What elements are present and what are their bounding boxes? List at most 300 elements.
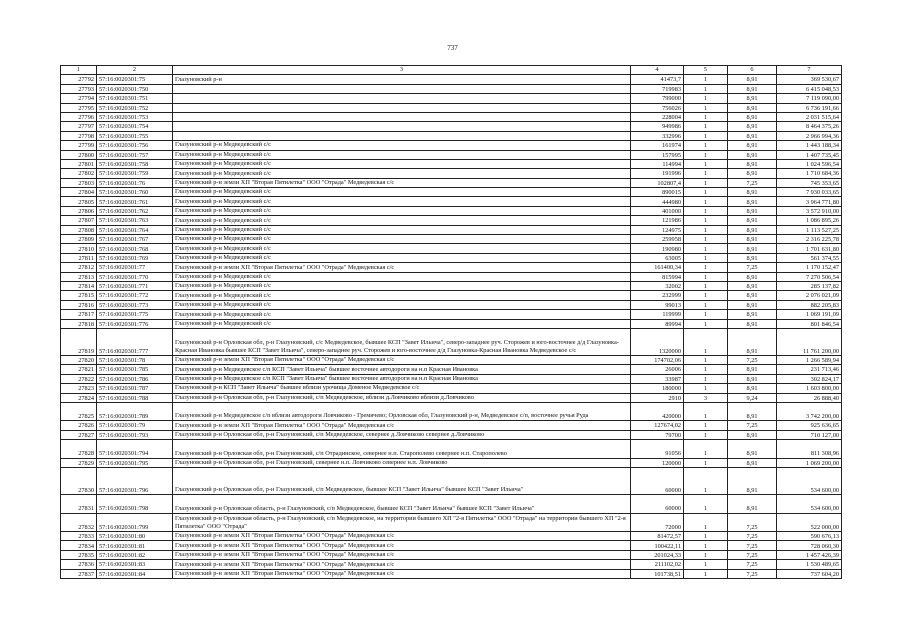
row-number-cell: 27826: [61, 421, 97, 430]
value-cell: 7 119 090,00: [777, 94, 842, 103]
table-row: [61, 103, 842, 112]
category-cell: 1: [684, 421, 728, 430]
rate-cell: 7,25: [728, 421, 777, 430]
area-cell: 211102,02: [631, 560, 684, 569]
rate-cell: 8,91: [728, 225, 777, 234]
column-header: 1: [61, 66, 97, 75]
cadastral-number-cell: 57:16:0020301:761: [97, 197, 173, 206]
table-row: [61, 281, 842, 290]
table-row: [61, 122, 842, 131]
address-cell: Глазуновский р-н Медведевский с/с: [173, 272, 631, 281]
category-cell: 1: [684, 188, 728, 197]
table-row: [61, 206, 842, 215]
category-cell: 1: [684, 550, 728, 559]
row-number-cell: 27803: [61, 178, 97, 187]
row-number-cell: 27819: [61, 328, 97, 355]
address-cell: Глазуновский р-н Медведевский с/с: [173, 319, 631, 328]
category-cell: 1: [684, 569, 728, 578]
row-number-cell: 27820: [61, 355, 97, 364]
rate-cell: 8,91: [728, 235, 777, 244]
row-number-cell: 27801: [61, 159, 97, 168]
table-row: [61, 94, 842, 103]
rate-cell: 8,91: [728, 440, 777, 459]
value-cell: 1 530 489,65: [777, 560, 842, 569]
area-cell: 63005: [631, 253, 684, 262]
category-cell: 3: [684, 393, 728, 402]
area-cell: 799000: [631, 94, 684, 103]
rate-cell: 8,91: [728, 291, 777, 300]
rate-cell: 8,91: [728, 402, 777, 421]
table-row: [61, 159, 842, 168]
area-cell: 99013: [631, 300, 684, 309]
rate-cell: 8,91: [728, 122, 777, 131]
value-cell: 737 604,20: [777, 569, 842, 578]
rate-cell: 7,25: [728, 550, 777, 559]
row-number-cell: 27814: [61, 281, 97, 290]
table-row: [61, 355, 842, 364]
address-cell: Глазуновский р-н Медведевский с/с: [173, 141, 631, 150]
category-cell: 1: [684, 458, 728, 467]
cadastral-number-cell: 57:16:0020301:773: [97, 300, 173, 309]
category-cell: 1: [684, 94, 728, 103]
cadastral-number-cell: 57:16:0020301:772: [97, 291, 173, 300]
cadastral-number-cell: 57:16:0020301:751: [97, 94, 173, 103]
value-cell: 882 205,83: [777, 300, 842, 309]
area-cell: 120000: [631, 458, 684, 467]
value-cell: 8 464 375,26: [777, 122, 842, 131]
table-row: [61, 430, 842, 439]
address-cell: Глазуновский р-н земли ХП "Вторая Пятилетка" ООО "Отрада" Медведевская с/с: [173, 541, 631, 550]
area-cell: 72000: [631, 513, 684, 532]
cadastral-number-cell: 57:16:0020301:768: [97, 244, 173, 253]
area-cell: 161400,34: [631, 263, 684, 272]
cadastral-number-cell: 57:16:0020301:799: [97, 513, 173, 532]
row-number-cell: 27830: [61, 468, 97, 495]
area-cell: 91056: [631, 440, 684, 459]
table-row: [61, 328, 842, 355]
value-cell: 1 266 589,94: [777, 355, 842, 364]
category-cell: 1: [684, 244, 728, 253]
rate-cell: 8,91: [728, 159, 777, 168]
value-cell: 7 270 506,54: [777, 272, 842, 281]
row-number-cell: 27795: [61, 103, 97, 112]
area-cell: 1320000: [631, 328, 684, 355]
cadastral-number-cell: 57:16:0020301:775: [97, 310, 173, 319]
value-cell: 710 127,00: [777, 430, 842, 439]
category-cell: 1: [684, 328, 728, 355]
category-cell: 1: [684, 225, 728, 234]
table-row: [61, 393, 842, 402]
address-cell: Глазуновский р-н Орловская обл, р-н Глазуновский, с/п Отрадинское, севернее н.п. Старополево севернее н.п. Старополево: [173, 440, 631, 459]
address-cell: Глазуновский р-н Медведевский с/с: [173, 206, 631, 215]
area-cell: 121986: [631, 216, 684, 225]
value-cell: 925 636,65: [777, 421, 842, 430]
value-cell: 1 603 800,00: [777, 384, 842, 393]
cadastral-number-cell: 57:16:0020301:796: [97, 468, 173, 495]
rate-cell: 7,25: [728, 569, 777, 578]
cadastral-number-cell: 57:16:0020301:769: [97, 253, 173, 262]
value-cell: 2 031 515,64: [777, 112, 842, 121]
value-cell: 728 060,30: [777, 541, 842, 550]
category-cell: 1: [684, 541, 728, 550]
value-cell: 1 407 735,45: [777, 150, 842, 159]
category-cell: 1: [684, 103, 728, 112]
cadastral-number-cell: 57:16:0020301:758: [97, 159, 173, 168]
value-cell: 801 846,54: [777, 319, 842, 328]
area-cell: 756026: [631, 103, 684, 112]
table-row: [61, 550, 842, 559]
cadastral-number-cell: 57:16:0020301:760: [97, 188, 173, 197]
address-cell: Глазуновский р-н КСП "Завет Ильича" бывшее вблизи урочища Доменое Медведевское с/с: [173, 384, 631, 393]
category-cell: 1: [684, 141, 728, 150]
area-cell: 332996: [631, 131, 684, 140]
address-cell: Глазуновский р-н земли ХП "Вторая Пятилетка" ООО "Отрада" Медведевская с/с: [173, 178, 631, 187]
value-cell: 590 676,13: [777, 532, 842, 541]
area-cell: 201024,33: [631, 550, 684, 559]
table-row: [61, 244, 842, 253]
rate-cell: 7,25: [728, 178, 777, 187]
rate-cell: 7,25: [728, 513, 777, 532]
value-cell: 522 000,00: [777, 513, 842, 532]
rate-cell: 8,91: [728, 272, 777, 281]
rate-cell: 8,91: [728, 188, 777, 197]
table-row: [61, 197, 842, 206]
row-number-cell: 27834: [61, 541, 97, 550]
rate-cell: 7,25: [728, 263, 777, 272]
category-cell: 1: [684, 319, 728, 328]
address-cell: Глазуновский р-н Медведевский с/с: [173, 291, 631, 300]
rate-cell: 8,91: [728, 300, 777, 309]
category-cell: 1: [684, 235, 728, 244]
row-number-cell: 27836: [61, 560, 97, 569]
column-header: 2: [97, 66, 173, 75]
cadastral-table: [60, 65, 842, 579]
category-cell: 1: [684, 84, 728, 93]
category-cell: 1: [684, 159, 728, 168]
header-row: [61, 66, 842, 75]
cadastral-number-cell: 57:16:0020301:757: [97, 150, 173, 159]
area-cell: 33987: [631, 374, 684, 383]
cadastral-number-cell: 57:16:0020301:764: [97, 225, 173, 234]
area-cell: 174702,06: [631, 355, 684, 364]
row-number-cell: 27816: [61, 300, 97, 309]
area-cell: 102807,4: [631, 178, 684, 187]
rate-cell: 8,91: [728, 328, 777, 355]
rate-cell: 7,25: [728, 541, 777, 550]
table-row: [61, 84, 842, 93]
row-number-cell: 27798: [61, 131, 97, 140]
table-row: [61, 495, 842, 514]
area-cell: 2910: [631, 393, 684, 402]
category-cell: 1: [684, 384, 728, 393]
row-number-cell: 27810: [61, 244, 97, 253]
address-cell: Глазуновский р-н земли ХП "Вторая Пятилетка" ООО "Отрада" Медведевская с/с: [173, 263, 631, 272]
rate-cell: 8,91: [728, 94, 777, 103]
rate-cell: 8,91: [728, 169, 777, 178]
row-number-cell: 27812: [61, 263, 97, 272]
value-cell: 3 742 200,00: [777, 402, 842, 421]
cadastral-number-cell: 57:16:0020301:750: [97, 84, 173, 93]
category-cell: 1: [684, 310, 728, 319]
area-cell: 228004: [631, 112, 684, 121]
rate-cell: 8,91: [728, 84, 777, 93]
row-number-cell: 27828: [61, 440, 97, 459]
row-number-cell: 27833: [61, 532, 97, 541]
rate-cell: 8,91: [728, 141, 777, 150]
address-cell: Глазуновский р-н Медведевское с/п вблизи автодороги Ловчиково - Гремячево; Орловская обл, Глазуновский р-н, Медведевское с/п, восточнее ручья Руда: [173, 402, 631, 421]
area-cell: 114994: [631, 159, 684, 168]
cadastral-number-cell: 57:16:0020301:763: [97, 216, 173, 225]
cadastral-number-cell: 57:16:0020301:788: [97, 393, 173, 402]
row-number-cell: 27797: [61, 122, 97, 131]
category-cell: 1: [684, 300, 728, 309]
cadastral-number-cell: 57:16:0020301:752: [97, 103, 173, 112]
area-cell: 81472,57: [631, 532, 684, 541]
category-cell: 1: [684, 206, 728, 215]
rate-cell: 7,25: [728, 560, 777, 569]
cadastral-number-cell: 57:16:0020301:80: [97, 532, 173, 541]
address-cell: Глазуновский р-н Орловская область, р-н Глазуновский, с/п Медведевское, бывшее КСП "Завет Ильича" бывшее КСП "Завет Ильича": [173, 495, 631, 514]
cadastral-number-cell: 57:16:0020301:770: [97, 272, 173, 281]
rate-cell: 8,91: [728, 103, 777, 112]
area-cell: 259958: [631, 235, 684, 244]
address-cell: Глазуновский р-н Орловская обл, р-н Глазуновский, с/с Медведевское, бывшее КСП "Завет Ильича", северо-западнее руч. Сторожев и юго-восточнее д/д Глазуновка-Красная Ивановка бывшее КСП "Завет Ильича", северо-западнее руч. Сторожев и юго-восточнее д/д Глазуновка-Красная Ивановка Медведевское с/с: [173, 328, 631, 355]
column-header: 7: [777, 66, 842, 75]
category-cell: 1: [684, 131, 728, 140]
rate-cell: 8,91: [728, 197, 777, 206]
address-cell: Глазуновский р-н Орловская обл, р-н Глазуновский, севернее н.п. Ловчиково севернее н.п. Ловчиково: [173, 458, 631, 467]
area-cell: 890015: [631, 188, 684, 197]
value-cell: 11 761 200,00: [777, 328, 842, 355]
cadastral-number-cell: 57:16:0020301:793: [97, 430, 173, 439]
table-row: [61, 263, 842, 272]
category-cell: 1: [684, 291, 728, 300]
column-header: 3: [173, 66, 631, 75]
value-cell: 285 137,82: [777, 281, 842, 290]
category-cell: 1: [684, 122, 728, 131]
area-cell: 157995: [631, 150, 684, 159]
column-header: 6: [728, 66, 777, 75]
address-cell: Глазуновский р-н земли ХП "Вторая Пятилетка" ООО "Отрада" Медведевская с/с: [173, 421, 631, 430]
row-number-cell: 27808: [61, 225, 97, 234]
row-number-cell: 27815: [61, 291, 97, 300]
row-number-cell: 27825: [61, 402, 97, 421]
table-body: [61, 75, 842, 579]
value-cell: 561 374,55: [777, 253, 842, 262]
address-cell: Глазуновский р-н земли ХП "Вторая Пятилетка" ООО "Отрада" Медведевская с/с: [173, 532, 631, 541]
area-cell: 41473,7: [631, 75, 684, 84]
table-row: [61, 235, 842, 244]
category-cell: 1: [684, 263, 728, 272]
row-number-cell: 27817: [61, 310, 97, 319]
value-cell: 2 966 994,36: [777, 131, 842, 140]
table-row: [61, 319, 842, 328]
table-row: [61, 402, 842, 421]
address-cell: Глазуновский р-н земли ХП "Вторая Пятилетка" ООО "Отрада" Медведевская с/с: [173, 550, 631, 559]
address-cell: Глазуновский р-н Медведевский с/с: [173, 253, 631, 262]
table-row: [61, 458, 842, 467]
rate-cell: 8,91: [728, 310, 777, 319]
cadastral-number-cell: 57:16:0020301:77: [97, 263, 173, 272]
cadastral-number-cell: 57:16:0020301:83: [97, 560, 173, 569]
rate-cell: 8,91: [728, 430, 777, 439]
address-cell: [173, 94, 631, 103]
address-cell: Глазуновский р-н Орловская обл, р-н Глазуновский, с/п Медведевское, севернее д.Ловчиково севернее д.Ловчиково: [173, 430, 631, 439]
category-cell: 1: [684, 355, 728, 364]
address-cell: Глазуновский р-н Медведевский с/с: [173, 281, 631, 290]
address-cell: [173, 112, 631, 121]
address-cell: Глазуновский р-н Орловская обл, р-н Глазуновский, с/п Медведевское, вблизи д.Ловчиково вблизи д.Ловчиково: [173, 393, 631, 402]
cadastral-number-cell: 57:16:0020301:798: [97, 495, 173, 514]
row-number-cell: 27796: [61, 112, 97, 121]
value-cell: 811 308,96: [777, 440, 842, 459]
row-number-cell: 27804: [61, 188, 97, 197]
cadastral-number-cell: 57:16:0020301:795: [97, 458, 173, 467]
address-cell: [173, 131, 631, 140]
table-row: [61, 384, 842, 393]
table-row: [61, 178, 842, 187]
table-row: [61, 532, 842, 541]
rate-cell: 8,91: [728, 216, 777, 225]
cadastral-number-cell: 57:16:0020301:78: [97, 355, 173, 364]
area-cell: 232999: [631, 291, 684, 300]
area-cell: 119999: [631, 310, 684, 319]
rate-cell: 8,91: [728, 384, 777, 393]
value-cell: 302 824,17: [777, 374, 842, 383]
rate-cell: 8,91: [728, 374, 777, 383]
column-header: 5: [684, 66, 728, 75]
cadastral-number-cell: 57:16:0020301:776: [97, 319, 173, 328]
area-cell: 60000: [631, 468, 684, 495]
category-cell: 1: [684, 272, 728, 281]
table-row: [61, 188, 842, 197]
area-cell: 191996: [631, 169, 684, 178]
row-number-cell: 27835: [61, 550, 97, 559]
value-cell: 1 113 527,25: [777, 225, 842, 234]
rate-cell: 8,91: [728, 495, 777, 514]
cadastral-number-cell: 57:16:0020301:771: [97, 281, 173, 290]
cadastral-number-cell: 57:16:0020301:794: [97, 440, 173, 459]
area-cell: 949986: [631, 122, 684, 131]
value-cell: 1 701 631,80: [777, 244, 842, 253]
table-row: [61, 141, 842, 150]
category-cell: 1: [684, 532, 728, 541]
category-cell: 1: [684, 178, 728, 187]
table-row: [61, 468, 842, 495]
table-row: [61, 291, 842, 300]
category-cell: 1: [684, 513, 728, 532]
address-cell: [173, 84, 631, 93]
category-cell: 1: [684, 169, 728, 178]
table-row: [61, 300, 842, 309]
row-number-cell: 27823: [61, 384, 97, 393]
row-number-cell: 27827: [61, 430, 97, 439]
rate-cell: 8,91: [728, 253, 777, 262]
cadastral-number-cell: 57:16:0020301:81: [97, 541, 173, 550]
table-row: [61, 421, 842, 430]
cadastral-number-cell: 57:16:0020301:777: [97, 328, 173, 355]
rate-cell: 8,91: [728, 131, 777, 140]
address-cell: Глазуновский р-н земли ХП "Вторая Пятилетка" ООО "Отрада" Медведевская с/с: [173, 355, 631, 364]
category-cell: 1: [684, 216, 728, 225]
cadastral-number-cell: 57:16:0020301:84: [97, 569, 173, 578]
rate-cell: 8,91: [728, 319, 777, 328]
area-cell: 161974: [631, 141, 684, 150]
address-cell: Глазуновский р-н Медведевское с/п КСП "Завет Ильича" бывшее восточнее автодороги на н.п Красная Ивановка: [173, 365, 631, 374]
row-number-cell: 27824: [61, 393, 97, 402]
row-number-cell: 27800: [61, 150, 97, 159]
row-number-cell: 27829: [61, 458, 97, 467]
value-cell: 2 316 225,78: [777, 235, 842, 244]
area-cell: 32002: [631, 281, 684, 290]
address-cell: Глазуновский р-н Медведевский с/с: [173, 159, 631, 168]
cadastral-number-cell: 57:16:0020301:759: [97, 169, 173, 178]
category-cell: 1: [684, 197, 728, 206]
area-cell: 26006: [631, 365, 684, 374]
cadastral-number-cell: 57:16:0020301:75: [97, 75, 173, 84]
area-cell: 127674,02: [631, 421, 684, 430]
address-cell: [173, 103, 631, 112]
table-row: [61, 272, 842, 281]
rate-cell: 7,25: [728, 532, 777, 541]
address-cell: Глазуновский р-н земли ХП "Вторая Пятилетка" ООО "Отрада" Медведевская с/с: [173, 569, 631, 578]
value-cell: 1 086 895,26: [777, 216, 842, 225]
address-cell: Глазуновский р-н Медведевский с/с: [173, 300, 631, 309]
table-row: [61, 440, 842, 459]
row-number-cell: 27809: [61, 235, 97, 244]
category-cell: 1: [684, 365, 728, 374]
address-cell: Глазуновский р-н Медведевский с/с: [173, 197, 631, 206]
value-cell: 534 600,00: [777, 495, 842, 514]
table-row: [61, 569, 842, 578]
value-cell: 7 930 033,65: [777, 188, 842, 197]
area-cell: 190980: [631, 244, 684, 253]
address-cell: [173, 122, 631, 131]
value-cell: 369 530,67: [777, 75, 842, 84]
table-row: [61, 216, 842, 225]
row-number-cell: 27831: [61, 495, 97, 514]
address-cell: Глазуновский р-н Медведевский с/с: [173, 225, 631, 234]
row-number-cell: 27822: [61, 374, 97, 383]
value-cell: 1 069 200,00: [777, 458, 842, 467]
rate-cell: 8,91: [728, 75, 777, 84]
row-number-cell: 27806: [61, 206, 97, 215]
category-cell: 1: [684, 468, 728, 495]
cadastral-number-cell: 57:16:0020301:789: [97, 402, 173, 421]
row-number-cell: 27837: [61, 569, 97, 578]
row-number-cell: 27832: [61, 513, 97, 532]
value-cell: 2 076 021,09: [777, 291, 842, 300]
address-cell: Глазуновский р-н Медведевский с/с: [173, 216, 631, 225]
row-number-cell: 27818: [61, 319, 97, 328]
table-row: [61, 169, 842, 178]
rate-cell: 8,91: [728, 244, 777, 253]
table-row: [61, 131, 842, 140]
address-cell: Глазуновский р-н Медведевский с/с: [173, 169, 631, 178]
rate-cell: 8,91: [728, 150, 777, 159]
cadastral-number-cell: 57:16:0020301:754: [97, 122, 173, 131]
area-cell: 420000: [631, 402, 684, 421]
category-cell: 1: [684, 430, 728, 439]
address-cell: Глазуновский р-н Медведевский с/с: [173, 310, 631, 319]
cadastral-number-cell: 57:16:0020301:753: [97, 112, 173, 121]
value-cell: 1 443 188,34: [777, 141, 842, 150]
address-cell: Глазуновский р-н Орловская область, р-н Глазуновский, с/п Медведевское, на территории бывшего ХП "2-я Пятилетка" ООО "Отрада" на территории бывшего ХП "2-я Пятилетка" ООО "Отрада": [173, 513, 631, 532]
category-cell: 1: [684, 374, 728, 383]
area-cell: 124975: [631, 225, 684, 234]
row-number-cell: 27805: [61, 197, 97, 206]
rate-cell: 8,91: [728, 206, 777, 215]
